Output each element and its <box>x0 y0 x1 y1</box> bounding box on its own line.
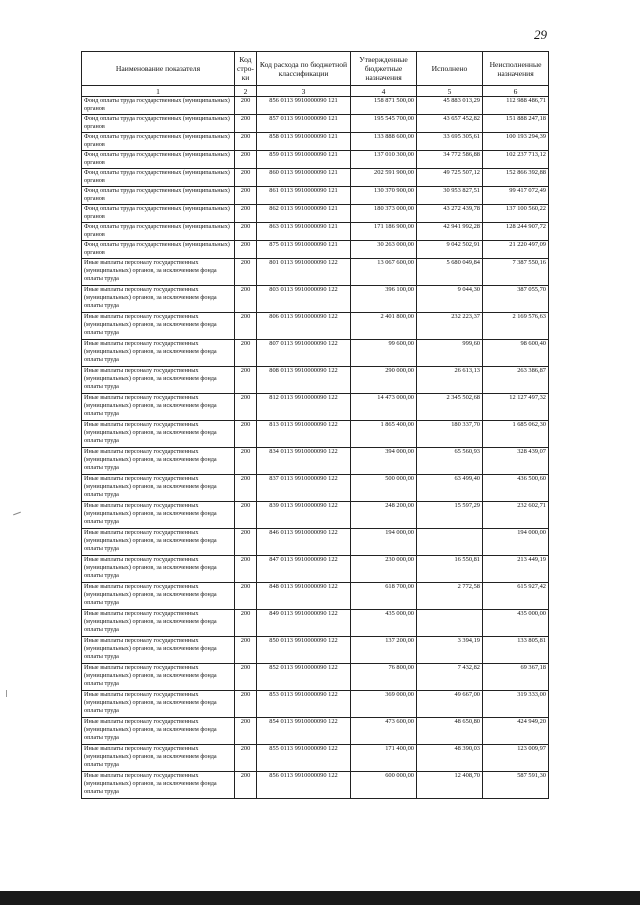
row-name-cell: Иные выплаты персоналу государственных (муниципальных) органов, за исключением фонда оплаты труда <box>82 394 235 421</box>
executed-amount-cell: 5 680 049,84 <box>417 259 483 286</box>
approved-amount-cell: 137 200,00 <box>351 637 417 664</box>
unexecuted-amount-cell: 213 449,19 <box>483 556 549 583</box>
unexecuted-amount-cell: 102 237 713,12 <box>483 151 549 169</box>
table-row <box>82 151 549 169</box>
table-row <box>82 187 549 205</box>
header-name: Наименование показателя <box>82 52 235 86</box>
approved-amount-cell: 618 700,00 <box>351 583 417 610</box>
unexecuted-amount-cell: 232 602,71 <box>483 502 549 529</box>
expense-code-cell: 857 0113 9910000090 121 <box>257 115 351 133</box>
executed-amount-cell <box>417 529 483 556</box>
table-row <box>82 259 549 286</box>
approved-amount-cell: 230 000,00 <box>351 556 417 583</box>
expense-code-cell: 839 0113 9910000090 122 <box>257 502 351 529</box>
unexecuted-amount-cell: 21 220 497,09 <box>483 241 549 259</box>
row-name-cell: Иные выплаты персоналу государственных (муниципальных) органов, за исключением фонда оплаты труда <box>82 367 235 394</box>
row-code-cell: 200 <box>235 169 257 187</box>
approved-amount-cell: 202 591 900,00 <box>351 169 417 187</box>
expense-code-cell: 801 0113 9910000090 122 <box>257 259 351 286</box>
approved-amount-cell: 369 000,00 <box>351 691 417 718</box>
row-code-cell: 200 <box>235 691 257 718</box>
table-row <box>82 583 549 610</box>
scan-edge-bar <box>0 891 640 905</box>
row-code-cell: 200 <box>235 187 257 205</box>
column-number: 4 <box>351 86 417 97</box>
expense-code-cell: 858 0113 9910000090 121 <box>257 133 351 151</box>
row-code-cell: 200 <box>235 340 257 367</box>
row-code-cell: 200 <box>235 583 257 610</box>
header-row <box>82 52 549 86</box>
approved-amount-cell: 195 545 700,00 <box>351 115 417 133</box>
header-executed: Исполнено <box>417 52 483 86</box>
header-row-code: Код стро-ки <box>235 52 257 86</box>
approved-amount-cell: 194 000,00 <box>351 529 417 556</box>
unexecuted-amount-cell: 194 000,00 <box>483 529 549 556</box>
executed-amount-cell: 42 941 992,28 <box>417 223 483 241</box>
approved-amount-cell: 1 865 400,00 <box>351 421 417 448</box>
approved-amount-cell: 2 401 800,00 <box>351 313 417 340</box>
approved-amount-cell: 394 000,00 <box>351 448 417 475</box>
approved-amount-cell: 435 000,00 <box>351 610 417 637</box>
row-code-cell: 200 <box>235 259 257 286</box>
unexecuted-amount-cell: 615 927,42 <box>483 583 549 610</box>
unexecuted-amount-cell: 137 100 560,22 <box>483 205 549 223</box>
approved-amount-cell: 76 800,00 <box>351 664 417 691</box>
table-row <box>82 718 549 745</box>
expense-code-cell: 807 0113 9910000090 122 <box>257 340 351 367</box>
row-code-cell: 200 <box>235 133 257 151</box>
unexecuted-amount-cell: 424 949,20 <box>483 718 549 745</box>
header-expense-code: Код расхода по бюджетной классификации <box>257 52 351 86</box>
executed-amount-cell: 49 667,00 <box>417 691 483 718</box>
row-name-cell: Иные выплаты персоналу государственных (муниципальных) органов, за исключением фонда оплаты труда <box>82 421 235 448</box>
expense-code-cell: 812 0113 9910000090 122 <box>257 394 351 421</box>
unexecuted-amount-cell: 435 000,00 <box>483 610 549 637</box>
expense-code-cell: 854 0113 9910000090 122 <box>257 718 351 745</box>
row-code-cell: 200 <box>235 475 257 502</box>
executed-amount-cell: 65 560,93 <box>417 448 483 475</box>
row-code-cell: 200 <box>235 223 257 241</box>
table-row <box>82 502 549 529</box>
row-name-cell: Фонд оплаты труда государственных (муниципальных) органов <box>82 241 235 259</box>
table-row <box>82 394 549 421</box>
approved-amount-cell: 13 067 600,00 <box>351 259 417 286</box>
approved-amount-cell: 248 200,00 <box>351 502 417 529</box>
expense-code-cell: 852 0113 9910000090 122 <box>257 664 351 691</box>
row-code-cell: 200 <box>235 610 257 637</box>
approved-amount-cell: 158 871 500,00 <box>351 97 417 115</box>
row-code-cell: 200 <box>235 772 257 799</box>
row-name-cell: Иные выплаты персоналу государственных (муниципальных) органов, за исключением фонда оплаты труда <box>82 259 235 286</box>
row-name-cell: Иные выплаты персоналу государственных (муниципальных) органов, за исключением фонда оплаты труда <box>82 583 235 610</box>
unexecuted-amount-cell: 387 055,70 <box>483 286 549 313</box>
row-name-cell: Иные выплаты персоналу государственных (муниципальных) органов, за исключением фонда оплаты труда <box>82 340 235 367</box>
row-name-cell: Иные выплаты персоналу государственных (муниципальных) органов, за исключением фонда оплаты труда <box>82 772 235 799</box>
table-row <box>82 772 549 799</box>
table-row <box>82 556 549 583</box>
unexecuted-amount-cell: 99 417 072,49 <box>483 187 549 205</box>
unexecuted-amount-cell: 7 387 550,16 <box>483 259 549 286</box>
row-name-cell: Иные выплаты персоналу государственных (муниципальных) органов, за исключением фонда оплаты труда <box>82 448 235 475</box>
expense-code-cell: 847 0113 9910000090 122 <box>257 556 351 583</box>
expense-code-cell: 855 0113 9910000090 122 <box>257 745 351 772</box>
column-number: 5 <box>417 86 483 97</box>
row-name-cell: Иные выплаты персоналу государственных (муниципальных) органов, за исключением фонда оплаты труда <box>82 502 235 529</box>
row-name-cell: Иные выплаты персоналу государственных (муниципальных) органов, за исключением фонда оплаты труда <box>82 286 235 313</box>
row-name-cell: Иные выплаты персоналу государственных (муниципальных) органов, за исключением фонда оплаты труда <box>82 313 235 340</box>
table-row <box>82 610 549 637</box>
expense-code-cell: 859 0113 9910000090 121 <box>257 151 351 169</box>
executed-amount-cell: 45 883 013,29 <box>417 97 483 115</box>
row-code-cell: 200 <box>235 664 257 691</box>
executed-amount-cell: 7 432,82 <box>417 664 483 691</box>
table-row <box>82 241 549 259</box>
unexecuted-amount-cell: 587 591,30 <box>483 772 549 799</box>
executed-amount-cell: 26 613,13 <box>417 367 483 394</box>
expense-code-cell: 808 0113 9910000090 122 <box>257 367 351 394</box>
expense-code-cell: 803 0113 9910000090 122 <box>257 286 351 313</box>
unexecuted-amount-cell: 69 367,18 <box>483 664 549 691</box>
row-name-cell: Иные выплаты персоналу государственных (муниципальных) органов, за исключением фонда оплаты труда <box>82 610 235 637</box>
approved-amount-cell: 290 000,00 <box>351 367 417 394</box>
expense-code-cell: 863 0113 9910000090 121 <box>257 223 351 241</box>
executed-amount-cell: 12 408,70 <box>417 772 483 799</box>
approved-amount-cell: 30 263 000,00 <box>351 241 417 259</box>
row-name-cell: Фонд оплаты труда государственных (муниципальных) органов <box>82 223 235 241</box>
margin-mark <box>13 512 21 516</box>
column-number: 6 <box>483 86 549 97</box>
table-row <box>82 691 549 718</box>
expense-code-cell: 813 0113 9910000090 122 <box>257 421 351 448</box>
unexecuted-amount-cell: 436 500,60 <box>483 475 549 502</box>
executed-amount-cell: 34 772 586,88 <box>417 151 483 169</box>
approved-amount-cell: 473 600,00 <box>351 718 417 745</box>
table-row <box>82 340 549 367</box>
executed-amount-cell: 43 272 439,78 <box>417 205 483 223</box>
unexecuted-amount-cell: 12 127 497,32 <box>483 394 549 421</box>
executed-amount-cell: 2 772,58 <box>417 583 483 610</box>
expense-code-cell: 853 0113 9910000090 122 <box>257 691 351 718</box>
row-name-cell: Иные выплаты персоналу государственных (муниципальных) органов, за исключением фонда оплаты труда <box>82 556 235 583</box>
unexecuted-amount-cell: 152 866 392,88 <box>483 169 549 187</box>
approved-amount-cell: 180 373 000,00 <box>351 205 417 223</box>
table-row <box>82 664 549 691</box>
executed-amount-cell: 2 345 502,68 <box>417 394 483 421</box>
row-code-cell: 200 <box>235 421 257 448</box>
expense-code-cell: 846 0113 9910000090 122 <box>257 529 351 556</box>
approved-amount-cell: 99 600,00 <box>351 340 417 367</box>
row-code-cell: 200 <box>235 718 257 745</box>
row-name-cell: Фонд оплаты труда государственных (муниципальных) органов <box>82 205 235 223</box>
unexecuted-amount-cell: 133 805,81 <box>483 637 549 664</box>
row-name-cell: Фонд оплаты труда государственных (муниципальных) органов <box>82 187 235 205</box>
expense-code-cell: 834 0113 9910000090 122 <box>257 448 351 475</box>
row-name-cell: Фонд оплаты труда государственных (муниципальных) органов <box>82 151 235 169</box>
unexecuted-amount-cell: 263 386,87 <box>483 367 549 394</box>
executed-amount-cell: 48 390,03 <box>417 745 483 772</box>
row-name-cell: Фонд оплаты труда государственных (муниципальных) органов <box>82 97 235 115</box>
budget-execution-table <box>81 51 549 799</box>
executed-amount-cell: 43 657 452,82 <box>417 115 483 133</box>
executed-amount-cell: 232 223,37 <box>417 313 483 340</box>
expense-code-cell: 861 0113 9910000090 121 <box>257 187 351 205</box>
row-name-cell: Иные выплаты персоналу государственных (муниципальных) органов, за исключением фонда оплаты труда <box>82 718 235 745</box>
expense-code-cell: 875 0113 9910000090 121 <box>257 241 351 259</box>
approved-amount-cell: 137 010 300,00 <box>351 151 417 169</box>
approved-amount-cell: 500 000,00 <box>351 475 417 502</box>
header-unexecuted: Неисполненные назначения <box>483 52 549 86</box>
row-name-cell: Иные выплаты персоналу государственных (муниципальных) органов, за исключением фонда оплаты труда <box>82 475 235 502</box>
expense-code-cell: 856 0113 9910000090 121 <box>257 97 351 115</box>
table-row <box>82 97 549 115</box>
expense-code-cell: 860 0113 9910000090 121 <box>257 169 351 187</box>
expense-code-cell: 837 0113 9910000090 122 <box>257 475 351 502</box>
executed-amount-cell: 49 725 507,12 <box>417 169 483 187</box>
table-row <box>82 169 549 187</box>
unexecuted-amount-cell: 112 988 486,71 <box>483 97 549 115</box>
row-code-cell: 200 <box>235 241 257 259</box>
row-name-cell: Иные выплаты персоналу государственных (муниципальных) органов, за исключением фонда оплаты труда <box>82 529 235 556</box>
row-name-cell: Иные выплаты персоналу государственных (муниципальных) органов, за исключением фонда оплаты труда <box>82 691 235 718</box>
executed-amount-cell: 9 042 502,91 <box>417 241 483 259</box>
unexecuted-amount-cell: 2 169 576,63 <box>483 313 549 340</box>
row-code-cell: 200 <box>235 556 257 583</box>
row-code-cell: 200 <box>235 745 257 772</box>
approved-amount-cell: 14 473 000,00 <box>351 394 417 421</box>
executed-amount-cell: 30 953 827,51 <box>417 187 483 205</box>
table-row <box>82 205 549 223</box>
executed-amount-cell: 63 499,40 <box>417 475 483 502</box>
approved-amount-cell: 171 400,00 <box>351 745 417 772</box>
row-code-cell: 200 <box>235 97 257 115</box>
row-code-cell: 200 <box>235 313 257 340</box>
row-code-cell: 200 <box>235 394 257 421</box>
row-code-cell: 200 <box>235 115 257 133</box>
column-number: 1 <box>82 86 235 97</box>
approved-amount-cell: 130 370 900,00 <box>351 187 417 205</box>
row-code-cell: 200 <box>235 205 257 223</box>
row-name-cell: Фонд оплаты труда государственных (муниципальных) органов <box>82 169 235 187</box>
executed-amount-cell <box>417 610 483 637</box>
approved-amount-cell: 600 000,00 <box>351 772 417 799</box>
row-name-cell: Фонд оплаты труда государственных (муниципальных) органов <box>82 115 235 133</box>
row-code-cell: 200 <box>235 529 257 556</box>
column-number: 3 <box>257 86 351 97</box>
expense-code-cell: 856 0113 9910000090 122 <box>257 772 351 799</box>
table-row <box>82 115 549 133</box>
row-code-cell: 200 <box>235 637 257 664</box>
table-row <box>82 286 549 313</box>
table-row <box>82 529 549 556</box>
unexecuted-amount-cell: 319 333,00 <box>483 691 549 718</box>
table-row <box>82 223 549 241</box>
table-row <box>82 421 549 448</box>
table-body <box>82 97 549 799</box>
row-name-cell: Иные выплаты персоналу государственных (муниципальных) органов, за исключением фонда оплаты труда <box>82 664 235 691</box>
row-code-cell: 200 <box>235 286 257 313</box>
unexecuted-amount-cell: 100 193 294,39 <box>483 133 549 151</box>
table-row <box>82 745 549 772</box>
unexecuted-amount-cell: 98 600,40 <box>483 340 549 367</box>
row-name-cell: Иные выплаты персоналу государственных (муниципальных) органов, за исключением фонда оплаты труда <box>82 745 235 772</box>
row-code-cell: 200 <box>235 151 257 169</box>
unexecuted-amount-cell: 123 009,97 <box>483 745 549 772</box>
approved-amount-cell: 396 100,00 <box>351 286 417 313</box>
executed-amount-cell: 48 650,80 <box>417 718 483 745</box>
expense-code-cell: 849 0113 9910000090 122 <box>257 610 351 637</box>
row-name-cell: Иные выплаты персоналу государственных (муниципальных) органов, за исключением фонда оплаты труда <box>82 637 235 664</box>
table-row <box>82 475 549 502</box>
column-number-row <box>82 86 549 97</box>
row-code-cell: 200 <box>235 502 257 529</box>
column-number: 2 <box>235 86 257 97</box>
table-row <box>82 313 549 340</box>
expense-code-cell: 850 0113 9910000090 122 <box>257 637 351 664</box>
table-row <box>82 448 549 475</box>
approved-amount-cell: 133 888 600,00 <box>351 133 417 151</box>
row-code-cell: 200 <box>235 448 257 475</box>
row-code-cell: 200 <box>235 367 257 394</box>
table-row <box>82 367 549 394</box>
expense-code-cell: 862 0113 9910000090 121 <box>257 205 351 223</box>
executed-amount-cell: 9 044,30 <box>417 286 483 313</box>
row-name-cell: Фонд оплаты труда государственных (муниципальных) органов <box>82 133 235 151</box>
page-number: 29 <box>534 27 547 42</box>
executed-amount-cell: 3 394,19 <box>417 637 483 664</box>
approved-amount-cell: 171 186 900,00 <box>351 223 417 241</box>
header-approved: Утвержденные бюджетные назначения <box>351 52 417 86</box>
executed-amount-cell: 180 337,70 <box>417 421 483 448</box>
table-row <box>82 637 549 664</box>
executed-amount-cell: 15 597,29 <box>417 502 483 529</box>
unexecuted-amount-cell: 151 888 247,18 <box>483 115 549 133</box>
unexecuted-amount-cell: 1 685 062,30 <box>483 421 549 448</box>
executed-amount-cell: 33 695 305,61 <box>417 133 483 151</box>
margin-mark <box>6 690 7 697</box>
executed-amount-cell: 999,60 <box>417 340 483 367</box>
expense-code-cell: 848 0113 9910000090 122 <box>257 583 351 610</box>
table-row <box>82 133 549 151</box>
expense-code-cell: 806 0113 9910000090 122 <box>257 313 351 340</box>
unexecuted-amount-cell: 328 439,07 <box>483 448 549 475</box>
unexecuted-amount-cell: 128 244 907,72 <box>483 223 549 241</box>
executed-amount-cell: 16 550,81 <box>417 556 483 583</box>
